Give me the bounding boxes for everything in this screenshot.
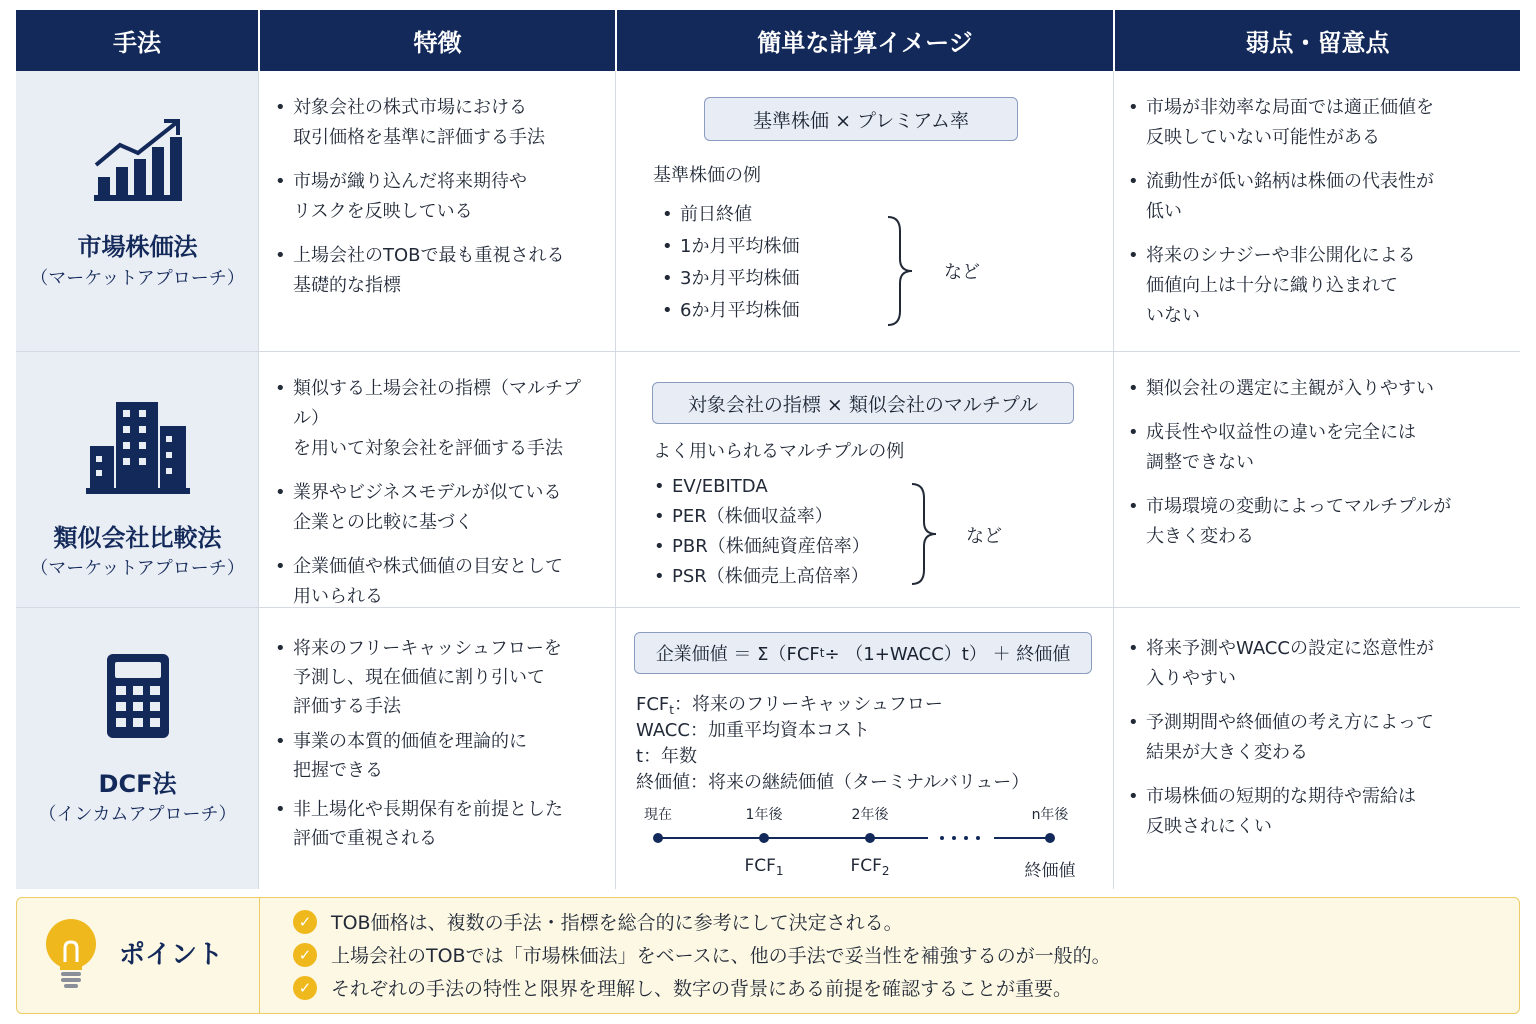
weakness-list [1128,93,1434,331]
row-comparable-companies [16,352,1520,608]
formula-box [634,632,1092,674]
examples-title: 基準株価の例 [653,165,761,186]
check-icon: ✓ [293,910,317,934]
point-text: 上場会社のTOBでは「市場株価法」をベースに、他の手法で妥当性を補強するのが一般的。 [331,945,1111,967]
examples-list [654,472,870,592]
weaknesses-cell [1114,71,1520,351]
calculator-icon [16,654,259,738]
weakness-item: • 市場株価の短期的な期待や需給は 反映されにくい [1128,782,1434,842]
timeline-value: $FCF_1$ [744,856,784,878]
timeline-value: 終価値 [1024,861,1076,881]
row-market-price [16,71,1520,352]
method-cell [16,352,259,607]
weakness-item: • 将来のシナジーや非公開化による 価値向上は十分に織り込まれて いない [1128,241,1434,331]
point-item [293,941,1111,968]
point-item [293,974,1072,1001]
brace-icon [884,215,918,327]
formula-part: 企業価値 ＝ Σ（FCF [655,644,820,665]
definition-line: t：年数 [636,746,698,767]
method-subtitle: （マーケットアプローチ） [30,268,245,289]
feature-item: • 市場が織り込んだ将来期待や リスクを反映している [275,167,565,227]
lightbulb-icon [45,918,97,994]
etc-label: など [966,526,1002,547]
point-divider [259,898,260,1013]
feature-list [275,634,563,853]
definition-line: 終価値：将来の継続価値（ターミナルバリュー） [636,772,1030,793]
feature-item: • 将来のフリーキャッシュフローを 予測し、現在価値に割り引いて 評価する手法 [275,634,563,721]
method-cell [16,608,259,889]
timeline-axis [646,826,1066,850]
weakness-item: • 類似会社の選定に主観が入りやすい [1128,374,1451,404]
point-title: ポイント [119,940,224,970]
formula-box: 基準株価 × プレミアム率 [704,97,1018,141]
method-subtitle: （マーケットアプローチ） [30,558,245,579]
comparison-table [16,10,1520,889]
header-calculation: 簡単な計算イメージ [617,10,1113,71]
example-item: • 6か月平均株価 [662,295,799,327]
weaknesses-cell [1114,608,1520,889]
feature-item: • 業界やビジネスモデルが似ている 企業との比較に基づく [275,478,615,538]
features-cell [259,608,616,889]
weakness-item: • 市場が非効率な局面では適正価値を 反映していない可能性がある [1128,93,1434,153]
feature-list [275,93,565,301]
header-method: 手法 [16,10,258,71]
calculation-cell [616,352,1114,607]
example-item: • EV/EBITDA [654,472,870,502]
weaknesses-cell [1114,352,1520,607]
example-item: • 前日終値 [662,199,799,231]
features-cell [259,71,616,351]
feature-item: • 類似する上場会社の指標（マルチプル） を用いて対象会社を評価する手法 [275,374,615,464]
method-name: DCF法 [98,770,177,798]
example-item: • 1か月平均株価 [662,231,799,263]
weakness-item: • 市場環境の変動によってマルチプルが 大きく変わる [1128,492,1451,552]
weakness-item: • 将来予測やWACCの設定に恣意性が 入りやすい [1128,634,1434,694]
point-text: TOB価格は、複数の手法・指標を総合的に参考にして決定される。 [331,912,903,934]
features-cell [259,352,616,607]
weakness-item: • 成長性や収益性の違いを完全には 調整できない [1128,418,1451,478]
feature-item: • 非上場化や長期保有を前提とした 評価で重視される [275,795,563,853]
check-icon: ✓ [293,943,317,967]
header-weaknesses: 弱点・留意点 [1115,10,1520,71]
timeline-label: 1年後 [745,807,783,823]
check-icon: ✓ [293,976,317,1000]
examples-title: よく用いられるマルチプルの例 [653,441,905,462]
header-features: 特徴 [260,10,615,71]
calculation-cell [616,608,1114,889]
feature-list [275,374,615,612]
weakness-list [1128,634,1434,842]
example-item: • PSR（株価売上高倍率） [654,562,870,592]
method-subtitle: （インカムアプローチ） [38,804,237,825]
etc-label: など [944,262,980,283]
point-item [293,908,903,935]
brace-icon [908,482,942,586]
feature-item: • 企業価値や株式価値の目安として 用いられる [275,552,615,612]
point-text: それぞれの手法の特性と限界を理解し、数字の背景にある前提を確認することが重要。 [331,978,1073,1000]
example-item: • PBR（株価純資産倍率） [654,532,870,562]
weakness-list [1128,374,1451,552]
timeline-label: 2年後 [851,807,889,823]
formula-box: 対象会社の指標 × 類似会社のマルチプル [652,382,1074,424]
calculation-cell [616,71,1114,351]
definition-line: WACC：加重平均資本コスト [636,720,870,741]
chart-up-icon [16,117,259,213]
feature-item: • 対象会社の株式市場における 取引価格を基準に評価する手法 [275,93,565,153]
method-cell [16,71,259,351]
point-box [16,897,1520,1014]
examples-list [662,199,799,327]
method-name: 市場株価法 [77,233,198,261]
building-icon [16,402,259,494]
feature-item: • 上場会社のTOBで最も重視される 基礎的な指標 [275,241,565,301]
example-item: • PER（株価収益率） [654,502,870,532]
timeline-label: n年後 [1031,807,1069,823]
example-item: • 3か月平均株価 [662,263,799,295]
timeline-label: 現在 [644,807,672,823]
weakness-item: • 予測期間や終価値の考え方によって 結果が大きく変わる [1128,708,1434,768]
formula-subscript: t [819,646,825,660]
row-dcf [16,608,1520,889]
timeline-value: $FCF_2$ [850,856,890,878]
definition-line: $FCF_t$：将来のフリーキャッシュフロー [636,694,943,717]
formula-part: ÷ （1+WACC）t） ＋ 終価値 [824,644,1071,665]
method-name: 類似会社比較法 [53,524,222,552]
feature-item: • 事業の本質的価値を理論的に 把握できる [275,727,563,785]
weakness-item: • 流動性が低い銘柄は株価の代表性が 低い [1128,167,1434,227]
